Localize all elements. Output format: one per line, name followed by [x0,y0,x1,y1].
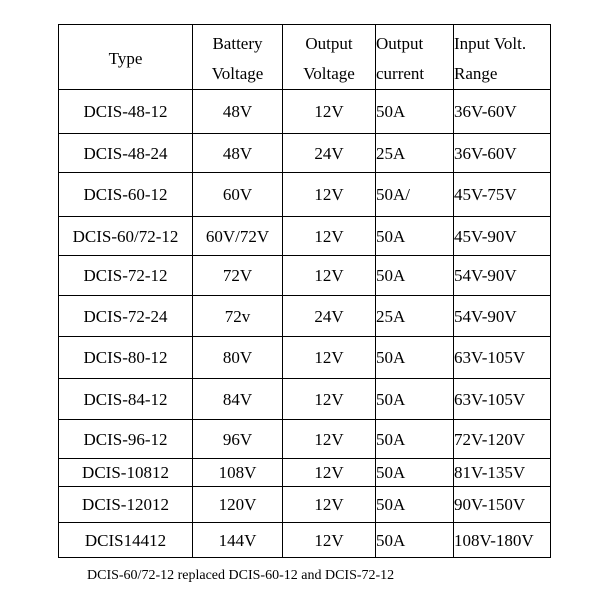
cell-type: DCIS-48-12 [59,90,193,134]
cell-output-current: 50A [376,256,454,296]
cell-input-range: 90V-150V [454,487,551,523]
cell-type: DCIS14412 [59,523,193,558]
header-output-voltage: Output Voltage [283,25,376,90]
cell-output-current: 50A [376,459,454,487]
cell-input-range: 81V-135V [454,459,551,487]
cell-output-current: 50A [376,337,454,379]
cell-output-current: 25A [376,134,454,173]
table-row [59,523,551,558]
cell-type: DCIS-60/72-12 [59,217,193,256]
cell-input-range: 36V-60V [454,134,551,173]
header-input-range: Input Volt. Range [454,25,551,90]
cell-type: DCIS-48-24 [59,134,193,173]
cell-output-voltage: 12V [283,487,376,523]
cell-output-voltage: 24V [283,296,376,337]
table-row [59,134,551,173]
cell-type: DCIS-10812 [59,459,193,487]
cell-battery-voltage: 108V [193,459,283,487]
cell-output-current: 25A [376,296,454,337]
cell-battery-voltage: 60V/72V [193,217,283,256]
footnote: DCIS-60/72-12 replaced DCIS-60-12 and DCIS-72-12 [87,568,395,583]
table-row [59,90,551,134]
cell-type: DCIS-80-12 [59,337,193,379]
cell-output-voltage: 12V [283,379,376,420]
cell-input-range: 108V-180V [454,523,551,558]
cell-battery-voltage: 48V [193,90,283,134]
table-row [59,487,551,523]
cell-input-range: 72V-120V [454,420,551,459]
cell-output-current: 50A [376,379,454,420]
table-row [59,256,551,296]
cell-input-range: 54V-90V [454,256,551,296]
cell-output-voltage: 12V [283,420,376,459]
cell-output-voltage: 12V [283,256,376,296]
cell-battery-voltage: 120V [193,487,283,523]
cell-battery-voltage: 48V [193,134,283,173]
cell-input-range: 36V-60V [454,90,551,134]
cell-input-range: 45V-90V [454,217,551,256]
table-row [59,173,551,217]
cell-input-range: 63V-105V [454,379,551,420]
cell-output-current: 50A [376,487,454,523]
table-row [59,420,551,459]
cell-output-current: 50A [376,420,454,459]
cell-output-current: 50A [376,217,454,256]
table-row [59,296,551,337]
cell-type: DCIS-72-24 [59,296,193,337]
table-row [59,337,551,379]
cell-output-voltage: 12V [283,337,376,379]
cell-type: DCIS-72-12 [59,256,193,296]
cell-output-current: 50A/ [376,173,454,217]
cell-output-current: 50A [376,90,454,134]
header-output-current: Output current [376,25,454,90]
cell-battery-voltage: 72v [193,296,283,337]
cell-battery-voltage: 72V [193,256,283,296]
cell-input-range: 45V-75V [454,173,551,217]
header-battery-voltage: Battery Voltage [193,25,283,90]
cell-battery-voltage: 144V [193,523,283,558]
table-row [59,379,551,420]
cell-type: DCIS-60-12 [59,173,193,217]
cell-type: DCIS-96-12 [59,420,193,459]
cell-input-range: 63V-105V [454,337,551,379]
table-row [59,459,551,487]
cell-battery-voltage: 60V [193,173,283,217]
cell-output-voltage: 12V [283,459,376,487]
cell-battery-voltage: 84V [193,379,283,420]
cell-input-range: 54V-90V [454,296,551,337]
table-row [59,217,551,256]
cell-output-voltage: 12V [283,523,376,558]
cell-type: DCIS-84-12 [59,379,193,420]
cell-output-voltage: 12V [283,173,376,217]
cell-battery-voltage: 96V [193,420,283,459]
cell-output-voltage: 24V [283,134,376,173]
cell-type: DCIS-12012 [59,487,193,523]
cell-output-voltage: 12V [283,90,376,134]
spec-table [58,24,551,558]
header-row [59,25,551,90]
header-type: Type [59,25,193,90]
cell-battery-voltage: 80V [193,337,283,379]
cell-output-voltage: 12V [283,217,376,256]
cell-output-current: 50A [376,523,454,558]
